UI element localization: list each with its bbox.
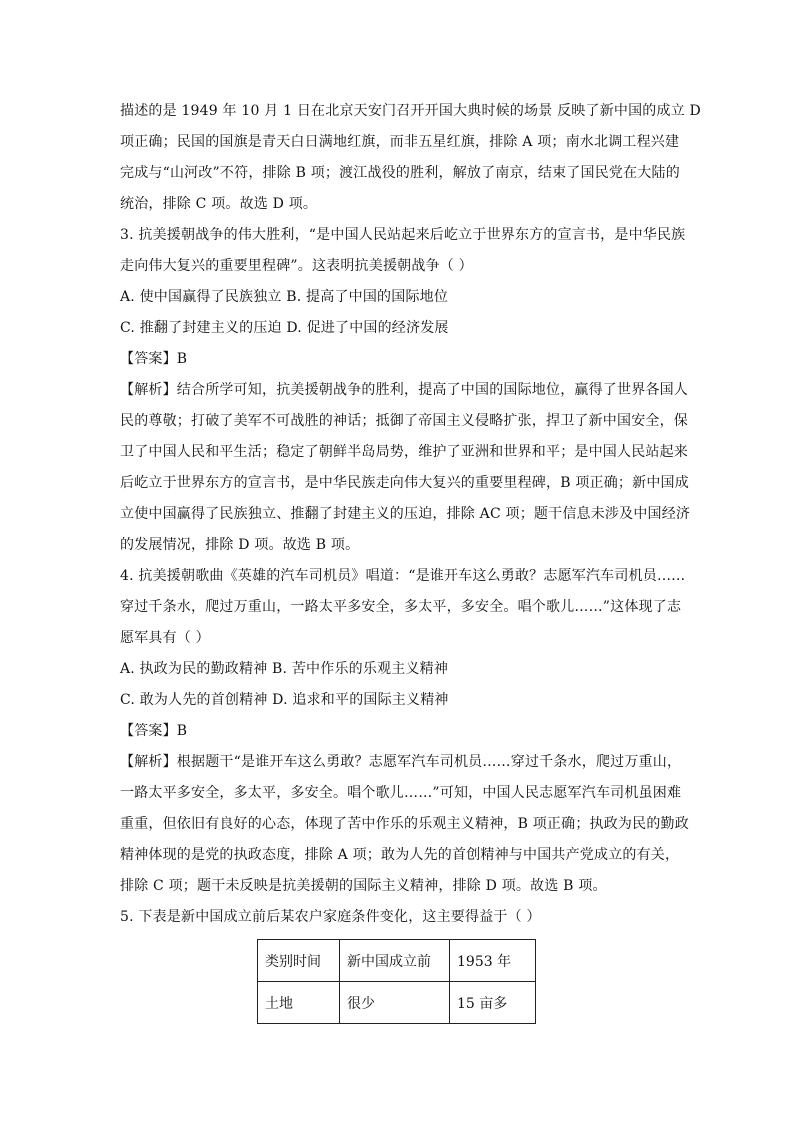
question-4-answer: 【答案】B — [120, 723, 188, 739]
table-header-cell: 1953 年 — [450, 940, 536, 982]
question-4-analysis: 【解析】根据题干“是谁开车这么勇敢？志愿军汽车司机员……穿过千条水，爬过万重山， — [120, 754, 682, 770]
question-4-analysis: 精神体现的是党的执政态度，排除 A 项；敢为人先的首创精神与中国共产党成立的有关， — [120, 847, 680, 863]
document-body — [120, 96, 701, 933]
table-cell: 土地 — [258, 982, 340, 1024]
question-4-stem: 4. 抗美援朝歌曲《英雄的汽车司机员》唱道：“是谁开车这么勇敢？志愿军汽车司机员…… — [120, 568, 686, 584]
text-line: 描述的是 1949 年 10 月 1 日在北京天安门召开开国大典时候的场景 反映了新中国的成立 D — [120, 103, 701, 119]
question-4-analysis: 排除 C 项；题干未反映是抗美援朝的国际主义精神，排除 D 项。故选 B 项。 — [120, 878, 607, 894]
text-line: 统治，排除 C 项。故选 D 项。 — [120, 196, 318, 212]
table-header-cell: 类别时间 — [258, 940, 340, 982]
question-4-analysis: 一路太平多安全，多太平，多安全。唱个歌儿……”可知，中国人民志愿军汽车司机虽困难 — [120, 785, 682, 801]
household-conditions-table — [257, 939, 536, 1024]
question-4-stem: 愿军具有（ ） — [120, 630, 210, 646]
table-header-row — [258, 940, 536, 982]
question-3-options-cd: C. 推翻了封建主义的压迫 D. 促进了中国的经济发展 — [120, 320, 449, 336]
question-4-analysis: 重重，但依旧有良好的心态，体现了苦中作乐的乐观主义精神，B 项正确；执政为民的勤政 — [120, 816, 689, 832]
question-3-analysis: 的发展情况，排除 D 项。故选 B 项。 — [120, 537, 360, 553]
question-3-analysis: 后屹立于世界东方的宣言书，是中华民族走向伟大复兴的重要里程碑，B 项正确；新中国成 — [120, 475, 689, 491]
question-3-stem: 3. 抗美援朝战争的伟大胜利，“是中国人民站起来后屹立于世界东方的宣言书，是中华民族 — [120, 227, 686, 243]
question-3-options-ab: A. 使中国赢得了民族独立 B. 提高了中国的国际地位 — [120, 289, 449, 305]
table-cell: 很少 — [340, 982, 450, 1024]
question-3-analysis: 卫了中国人民和平生活；稳定了朝鲜半岛局势，维护了亚洲和世界和平；是中国人民站起来 — [120, 444, 688, 460]
table-header-cell: 新中国成立前 — [340, 940, 450, 982]
question-4-options-ab: A. 执政为民的勤政精神 B. 苦中作乐的乐观主义精神 — [120, 661, 449, 677]
question-3-analysis: 民的尊敬；打破了美军不可战胜的神话；抵御了帝国主义侵略扩张，捍卫了新中国安全，保 — [120, 413, 688, 429]
text-line: 项正确；民国的国旗是青天白日满地红旗，而非五星红旗，排除 A 项；南水北调工程兴建 — [120, 134, 680, 150]
question-3-answer: 【答案】B — [120, 351, 188, 367]
question-3-analysis: 立使中国赢得了民族独立、推翻了封建主义的压迫，排除 AC 项；题干信息未涉及中国经济 — [120, 506, 691, 522]
question-5-stem: 5. 下表是新中国成立前后某农户家庭条件变化，这主要得益于（ ） — [120, 909, 541, 925]
text-line: 完成与“山河改”不符，排除 B 项；渡江战役的胜利，解放了南京，结束了国民党在大陆的 — [120, 165, 680, 181]
question-4-stem: 穿过千条水，爬过万重山，一路太平多安全，多太平，多安全。唱个歌儿……”这体现了志 — [120, 599, 682, 615]
question-4-options-cd: C. 敢为人先的首创精神 D. 追求和平的国际主义精神 — [120, 692, 449, 708]
question-3-stem: 走向伟大复兴的重要里程碑”。这表明抗美援朝战争（ ） — [120, 258, 473, 274]
table-cell: 15 亩多 — [450, 982, 536, 1024]
question-3-analysis: 【解析】结合所学可知，抗美援朝战争的胜利，提高了中国的国际地位，赢得了世界各国人 — [120, 382, 688, 398]
table-row — [258, 982, 536, 1024]
